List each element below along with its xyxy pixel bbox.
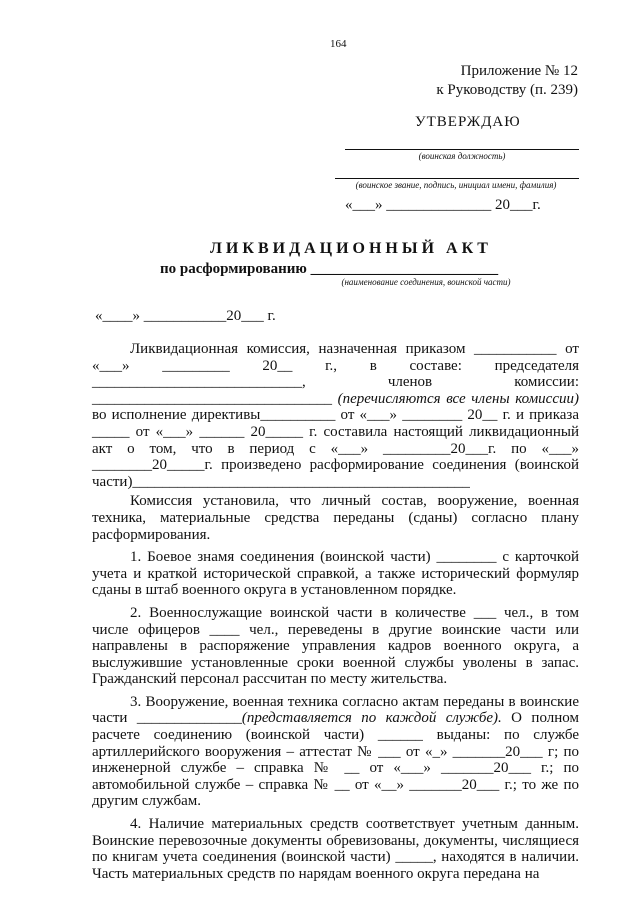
paragraph-commission-text-a: Ликвидационная комиссия, назначенная приказом ___________ от «___» _________ 20__ г., в составе: председателя ____________________________, членов комиссии: ________________________________	[92, 341, 579, 407]
paragraph-armament-text-c: О полном расчете соединению (воинской части) ______ выданы: по службе артиллерийского вооружения – аттестат № ___ от «_» _______20___ г; по инженерной службе – справка № __ от «___» _______20___ г.; по автомобильной службе – справка № __ от «__» _______20___ г.; то же по другим службам.	[92, 710, 579, 810]
paragraph-established: Комиссия установила, что личный состав, вооружение, военная техника, материальные средства переданы (сданы) согласно плану расформирования.	[92, 493, 579, 543]
approve-title: УТВЕРЖДАЮ	[415, 114, 521, 130]
paragraph-commission	[92, 341, 579, 490]
unit-name-caption: (наименование соединения, воинской части)	[341, 277, 511, 287]
appendix-line-1: Приложение № 12	[460, 63, 578, 79]
signature-caption: (воинское звание, подпись, инициал имени, фамилия)	[355, 180, 557, 190]
act-title: ЛИКВИДАЦИОННЫЙ АКТ	[210, 240, 492, 257]
paragraph-personnel: 2. Военнослужащие воинской части в количестве ___ чел., в том числе офицеров ____ чел., переведены в другие воинские части или направлены в распоряжение управления кадров военного округа, а выслужившие установленные сроки военной службы уволены в запас. Гражданский персонал рассчитан по месту жительства.	[92, 604, 579, 688]
signature-line	[335, 178, 579, 179]
paragraph-armament-text-a: 3. Вооружение, военная техника согласно актам переданы в воинские части ______________	[92, 693, 579, 727]
paragraph-commission-note: (перечисляются все члены комиссии)	[337, 390, 579, 407]
paragraph-armament	[92, 694, 579, 810]
paragraph-banner: 1. Боевое знамя соединения (воинской части) ________ с карточкой учета и краткой исторической справкой, а также исторический формуляр сданы в штаб военного округа в установленном порядке.	[92, 549, 579, 599]
act-date: «____» ___________20___ г.	[95, 308, 276, 324]
page-number: 164	[330, 38, 347, 50]
position-line	[345, 149, 579, 150]
approve-date-line: «___» ______________ 20___г.	[345, 197, 541, 213]
act-body	[92, 341, 579, 882]
appendix-note	[436, 62, 578, 100]
paragraph-armament-note: (представляется по каждой службе).	[241, 710, 502, 727]
appendix-line-2: к Руководству (п. 239)	[436, 82, 578, 98]
position-caption: (воинская должность)	[418, 151, 506, 161]
act-subtitle: по расформированию _________________________	[160, 261, 499, 277]
paragraph-materials: 4. Наличие материальных средств соответствует учетным данным. Воинские перевозочные документы обревизованы, документы, числящиеся по книгам учета соединения (воинской части) _____, находятся в наличии. Часть материальных средств по нарядам военного округа передана на	[92, 816, 579, 882]
paragraph-commission-text-c: во исполнение директивы__________ от «___» ________ 20__ г. и приказа _____ от «___» ______ 20_____ г. составила настоящий ликвидационный акт о том, что в период с «___» _________20___г. по «___» ________20_____г. произведено расформирование соединения (воинской части)_____________________________________________	[92, 407, 579, 490]
